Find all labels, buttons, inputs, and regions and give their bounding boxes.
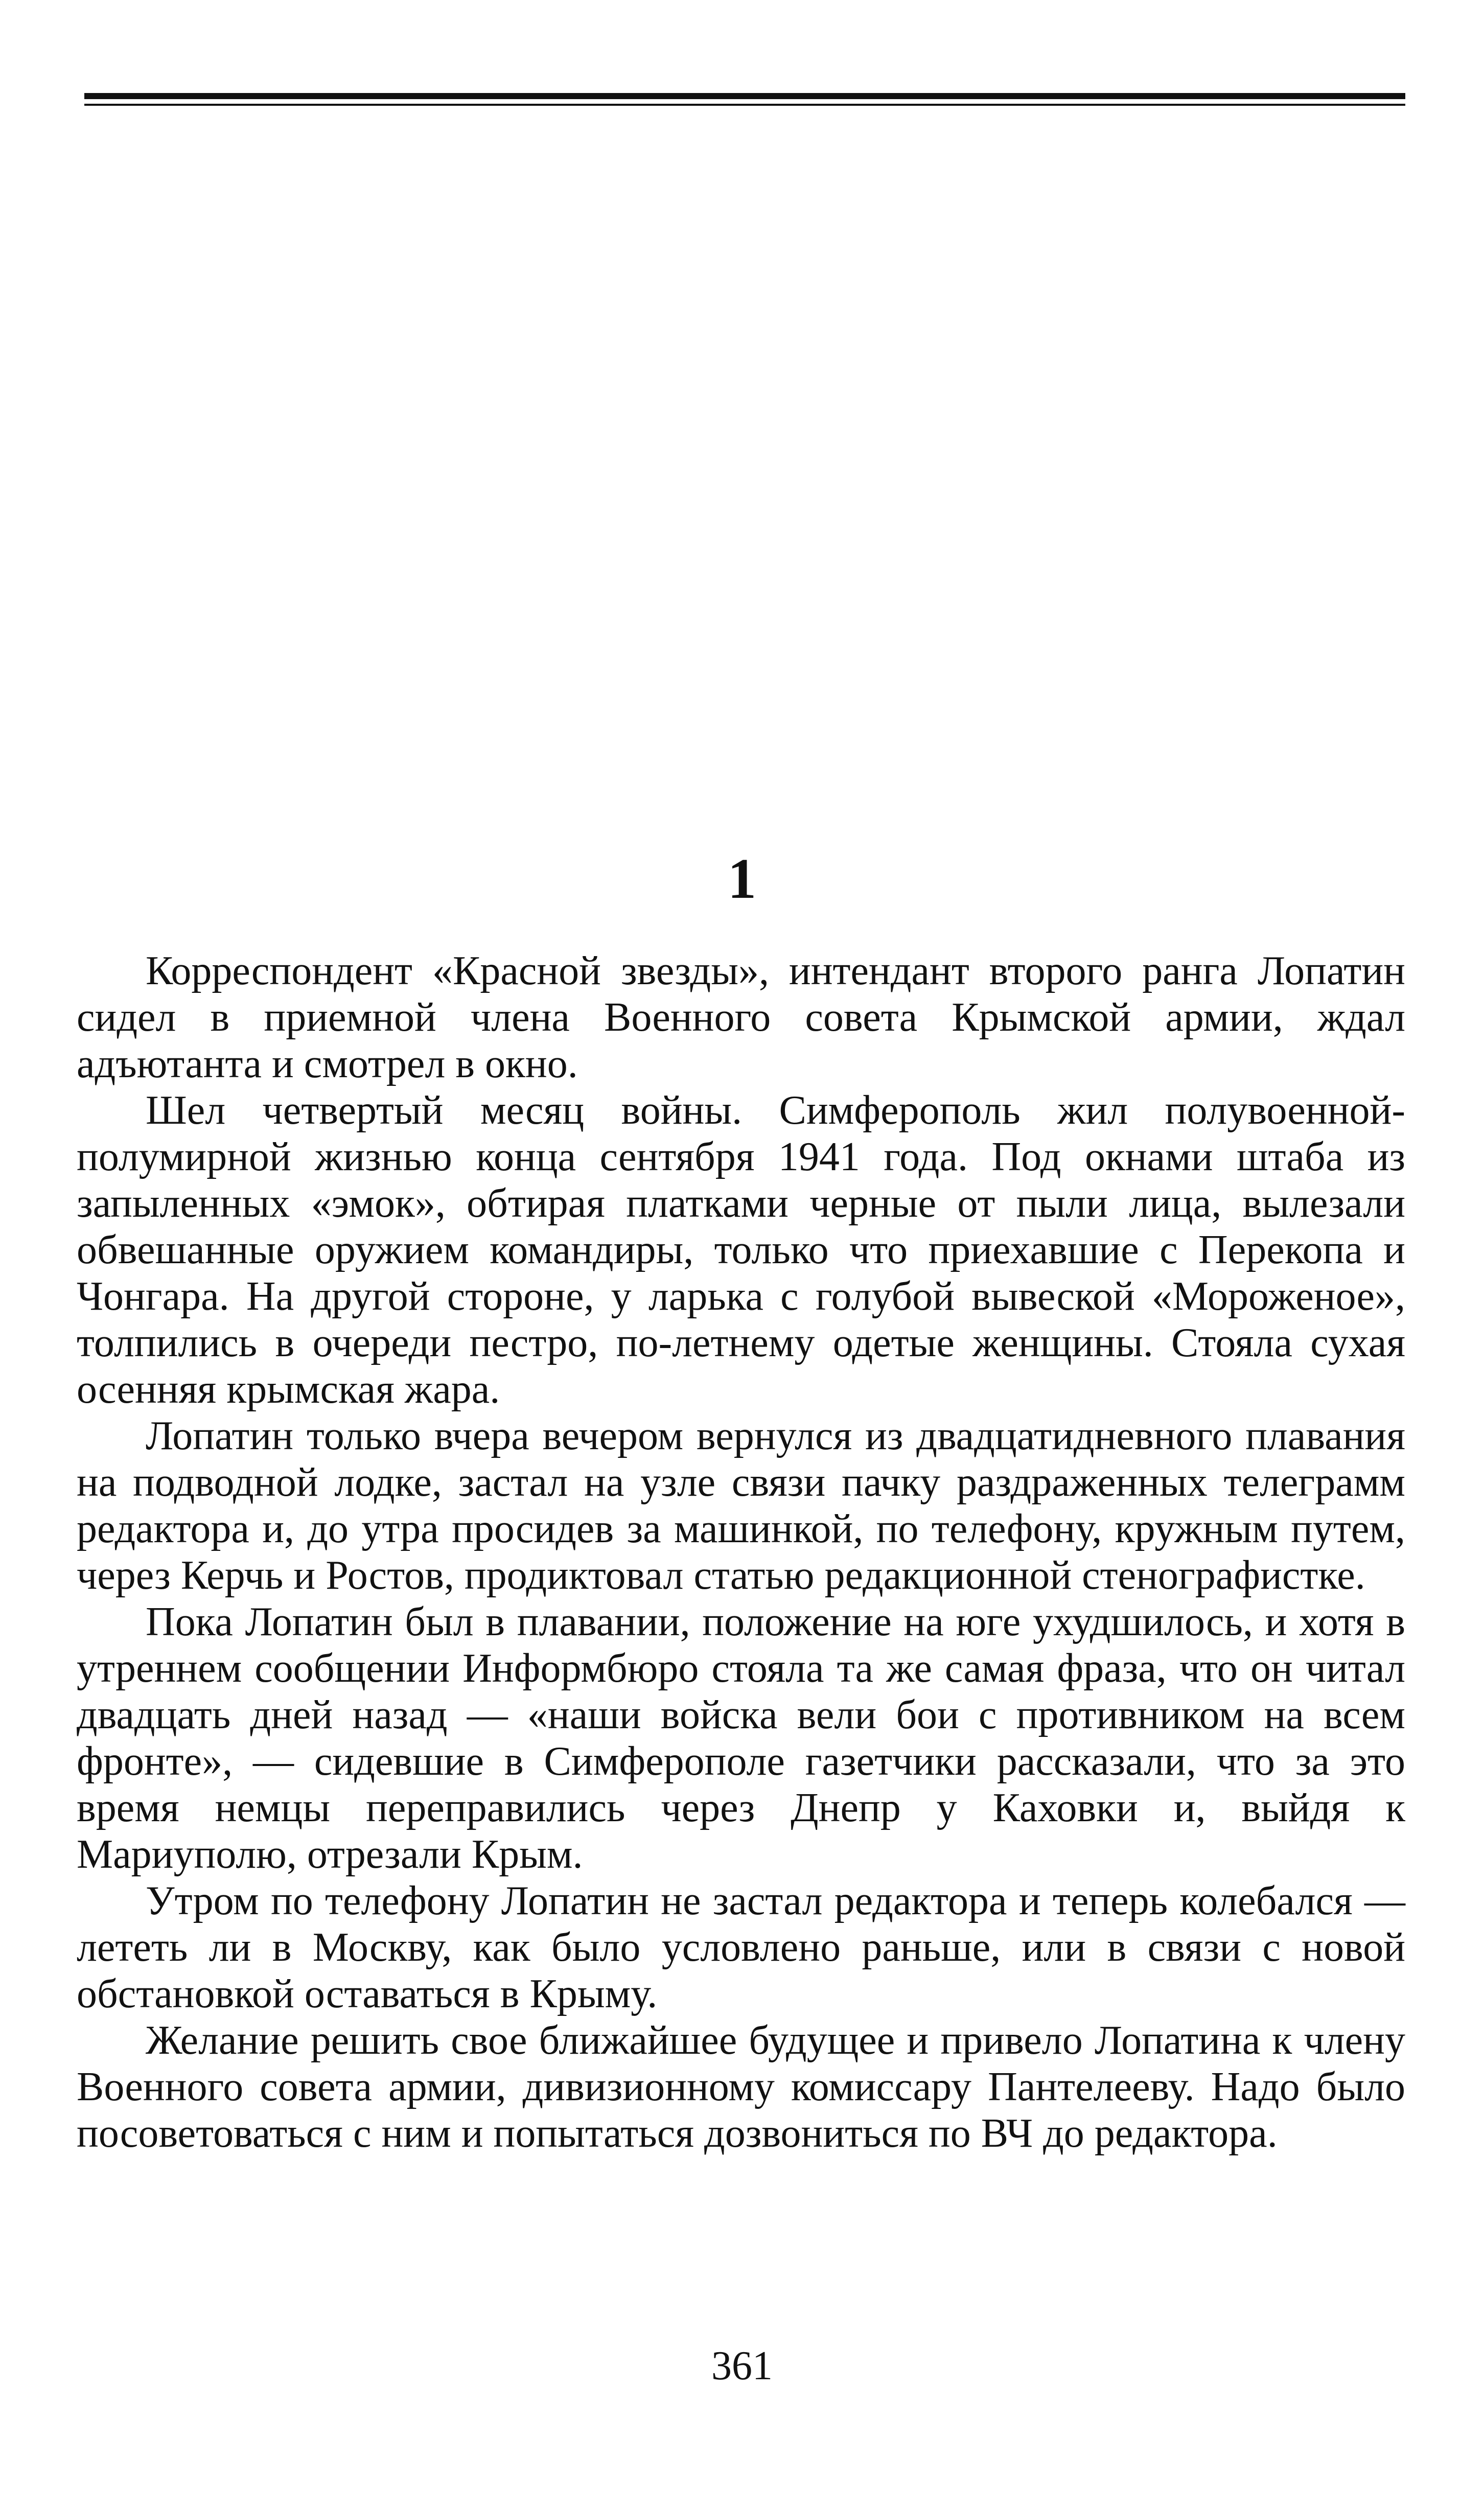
page-number: 361 xyxy=(711,2343,773,2388)
paragraph-3: Лопатин только вчера вечером вернулся из двадцатидневного плавания на подводной лодке, застал на узле связи пачку раздраженных телеграмм редактора и, до утра просидев за машинкой, по телефону, кружным путем, через Керчь и Ростов, продиктовал статью редакционной стенографистке. xyxy=(77,1413,1405,1598)
header-rule-thick xyxy=(84,93,1405,99)
paragraph-4: Пока Лопатин был в плавании, положение на юге ухудшилось, и хотя в утреннем сообщении Информбюро стояла та же самая фраза, что он читал двадцать дней назад — «наши войска вели бои с противником на всем фронте», — сидевшие в Симферополе газетчики рассказали, что за это время немцы переправились через Днепр у Каховки и, выйдя к Мариуполю, отрезали Крым. xyxy=(77,1599,1405,1877)
header-rule-thin xyxy=(84,104,1405,106)
paragraph-1: Корреспондент «Красной звезды», интендант второго ранга Лопатин сидел в приемной члена Военного совета Крымской армии, ждал адъютанта и смотрел в окно. xyxy=(77,948,1405,1086)
body-text xyxy=(77,948,1405,2157)
paragraph-6: Желание решить свое ближайшее будущее и привело Лопатина к члену Военного совета армии, дивизионному комиссару Пантелееву. Надо было посоветоваться с ним и попытаться дозвониться по ВЧ до редактора. xyxy=(77,2018,1405,2156)
paragraph-2: Шел четвертый месяц войны. Симферополь жил полувоенной-полумирной жизнью конца сентября 1941 года. Под окнами штаба из запыленных «эмок», обтирая платками черные от пыли лица, вылезали обвешанные оружием командиры, только что приехавшие с Перекопа и Чонгара. На другой стороне, у ларька с голубой вывеской «Мороженое», толпились в очереди пестро, по-летнему одетые женщины. Стояла сухая осенняя крымская жара. xyxy=(77,1088,1405,1412)
paragraph-5: Утром по телефону Лопатин не застал редактора и теперь колебался — лететь ли в Москву, как было условлено раньше, или в связи с новой обстановкой оставаться в Крыму. xyxy=(77,1878,1405,2016)
chapter-number: 1 xyxy=(728,847,756,911)
